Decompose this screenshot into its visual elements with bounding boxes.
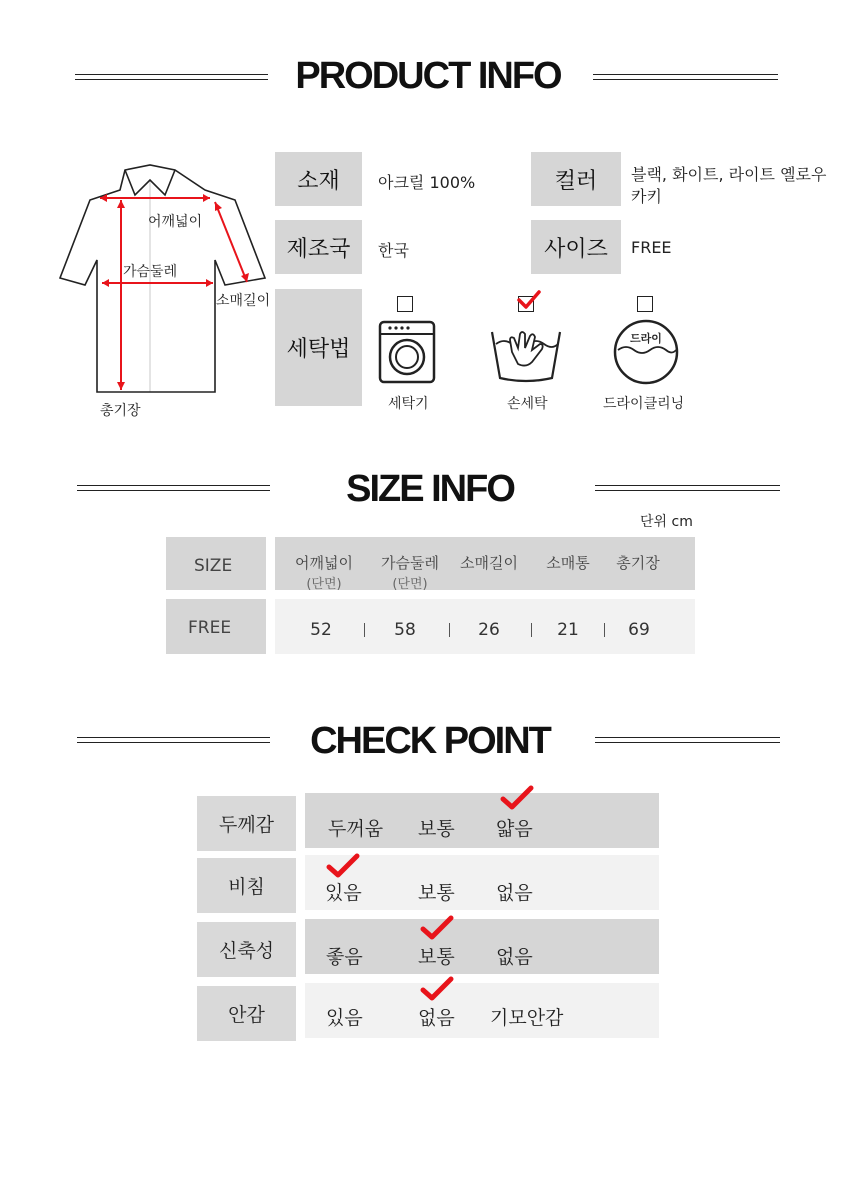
option-fleece-lining: 기모안감 [490,1007,564,1029]
check-rule-left [77,737,270,743]
dry-clean-label: 드라이클리닝 [603,396,685,412]
origin-value: 한국 [378,241,409,260]
value-sleeve-width: 21 [557,620,579,640]
size-label: 사이즈 [531,220,621,274]
diagram-label-sleeve: 소매길이 [216,293,271,309]
size-unit: 단위 cm [640,514,693,530]
value-length: 69 [628,620,650,640]
origin-label: 제조국 [275,220,362,274]
value-separator [531,623,532,637]
size-info-title: SIZE INFO [346,468,514,510]
check-point-title: CHECK POINT [310,720,550,762]
option-none: 없음 [496,882,533,904]
product-info-title: PRODUCT INFO [295,55,561,97]
size-row-label: FREE [188,618,232,638]
dry-clean-checkbox[interactable] [637,296,653,312]
color-value-line2: 카키 [631,187,662,206]
lining-none-check-icon [420,976,454,1006]
wash-machine-label: 세탁기 [388,396,429,412]
size-rule-left [77,485,270,491]
option-normal: 보통 [418,818,455,840]
option-thin: 얇음 [496,818,533,840]
option-normal: 보통 [418,882,455,904]
size-rule-right [595,485,780,491]
col-sleeve-width: 소매통 [546,554,590,572]
stretch-normal-check-icon [420,915,454,945]
option-yes: 있음 [325,882,362,904]
col-shoulder: 어깨넓이 (단면) [295,554,353,592]
sheer-yes-check-icon [326,853,360,883]
diagram-label-length: 총기장 [100,403,141,419]
wash-label: 세탁법 [275,289,362,406]
col-length: 총기장 [616,554,660,572]
size-value: FREE [631,238,672,257]
title-rule-right [593,74,778,80]
value-separator [604,623,605,637]
color-value-line1: 블랙, 화이트, 라이트 옐로우 [631,165,827,184]
diagram-label-shoulder: 어깨넓이 [148,214,203,230]
hand-wash-icon [490,322,562,388]
value-sleeve: 26 [478,620,500,640]
wash-machine-checkbox[interactable] [397,296,413,312]
value-chest: 58 [394,620,416,640]
option-normal: 보통 [418,946,455,968]
dry-clean-icon [612,318,680,390]
material-value: 아크릴 100% [378,173,476,192]
check-label-sheerness: 비침 [197,858,296,913]
value-shoulder: 52 [310,620,332,640]
thin-check-icon [500,785,534,815]
col-chest: 가슴둘레 (단면) [381,554,439,592]
option-none: 없음 [496,946,533,968]
check-rule-right [595,737,780,743]
hand-wash-check-icon [517,289,541,315]
value-separator [364,623,365,637]
check-label-lining: 안감 [197,986,296,1041]
washing-machine-icon [378,320,436,388]
value-separator [449,623,450,637]
hand-wash-label: 손세탁 [507,396,548,412]
col-sleeve: 소매길이 [460,554,518,572]
size-row-header: SIZE [194,556,233,576]
material-label: 소재 [275,152,362,206]
option-none: 없음 [418,1007,455,1029]
option-good: 좋음 [326,946,363,968]
diagram-label-chest: 가슴둘레 [123,264,178,280]
option-thick: 두꺼움 [328,818,384,840]
option-yes: 있음 [326,1007,363,1029]
check-label-stretch: 신축성 [197,922,296,977]
title-rule-left [75,74,268,80]
check-label-thickness: 두께감 [197,796,296,851]
dry-clean-icon-text: 드라이 [630,332,662,345]
color-label: 컬러 [531,152,621,206]
